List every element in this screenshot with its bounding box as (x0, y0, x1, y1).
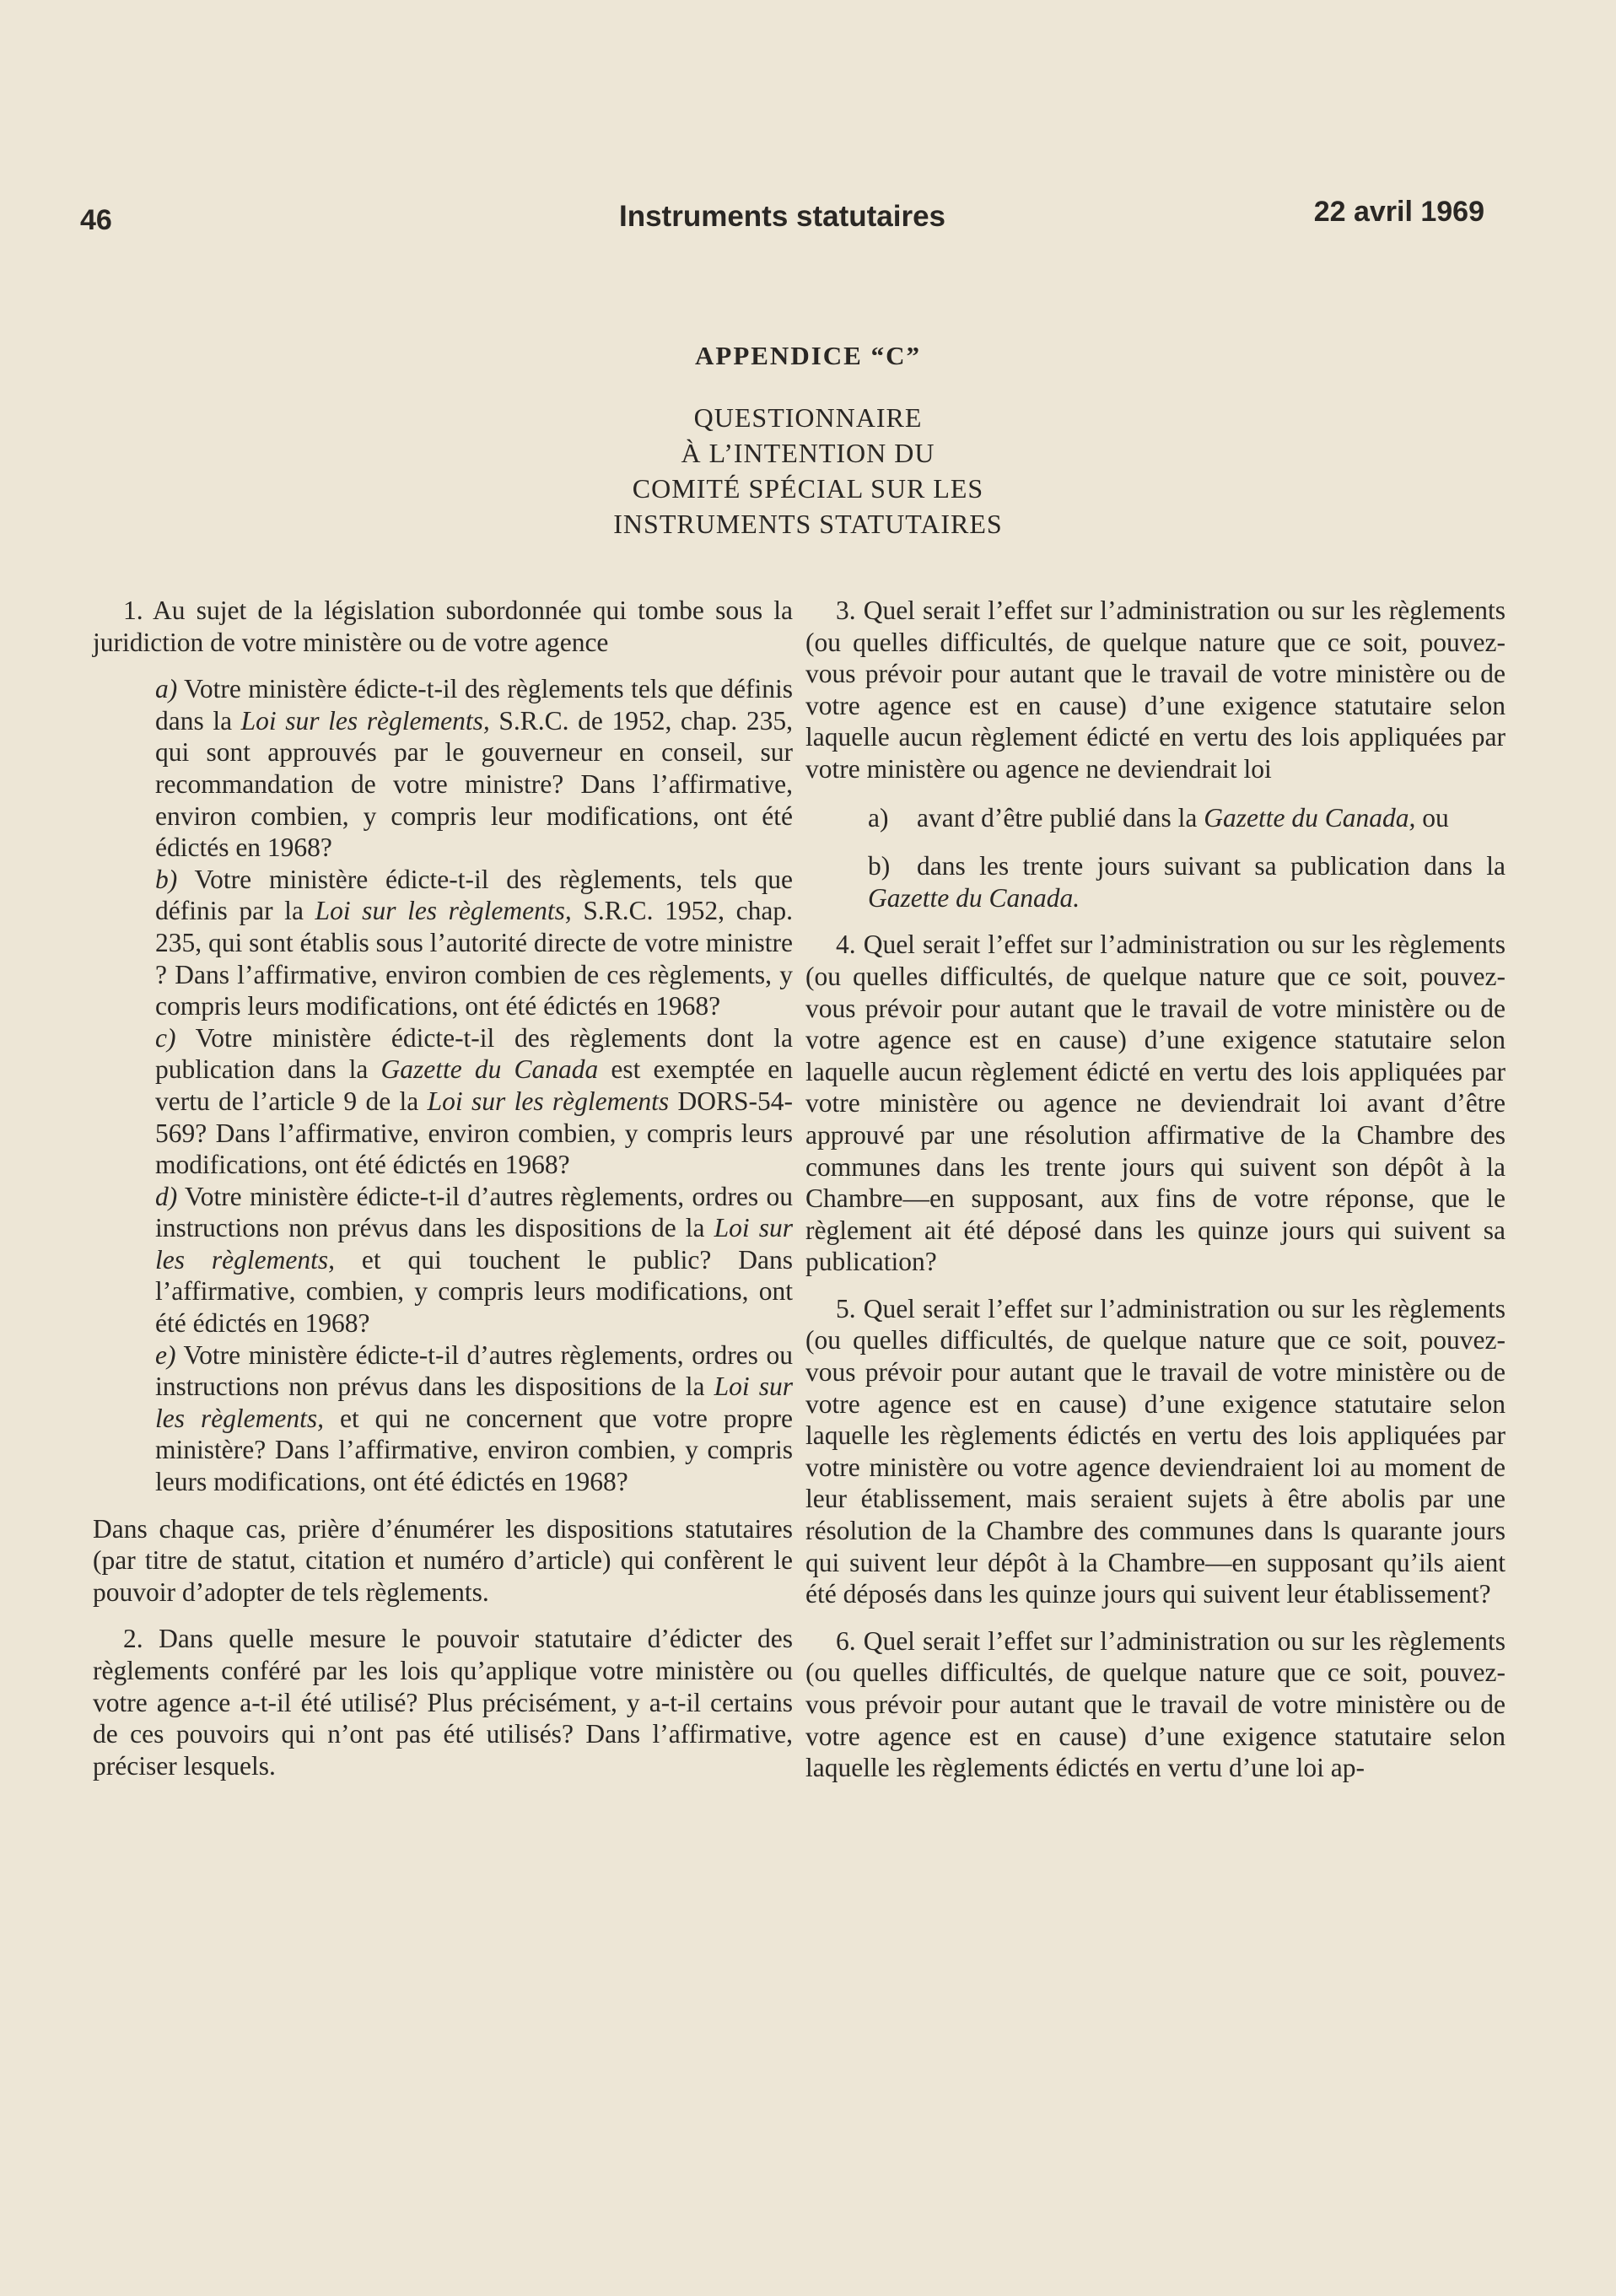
questionnaire-title (0, 400, 1616, 542)
item-label: b) (155, 864, 178, 894)
question-3a: a) avant d’être publié dans la Gazette du Canada, ou (868, 802, 1449, 833)
question-1d: d) Votre ministère édicte-t-il d’autres règlements, ordres ou instructions non prévus dans les dispositions de la Loi sur les règlements, et qui touchent le public? Dans l’affirmative, combien, y compris leurs modifications, ont été édictés en 1968? (155, 1181, 793, 1339)
law-title: Loi sur les règlements, (315, 896, 572, 926)
left-column (93, 595, 793, 1781)
question-3b: b) dans les trente jours suivant sa publication dans la Gazette du Canada. (868, 851, 1506, 913)
questionnaire-title-line: QUESTIONNAIRE (693, 402, 923, 433)
gazette-title: Gazette du Canada, (1204, 802, 1416, 833)
question-1a: a) Votre ministère édicte-t-il des règlements tels que définis dans la Loi sur les règlements, S.R.C. de 1952, chap. 235, qui sont approuvés par le gouverneur en conseil, sur recommandation de votre ministre? Dans l’affirmative, environ combien, y compris leur modifications, ont été édictés en 1968? (155, 674, 793, 863)
item-label: b) (868, 851, 891, 881)
item-label: e) (155, 1339, 176, 1370)
law-title: Loi sur les règlements, (155, 1213, 793, 1275)
right-column (805, 595, 1506, 1784)
question-5: 5. Quel serait l’effet sur l’administration ou sur les règlements (ou quelles difficultés, de quelque nature que ce soit, pouvez-vous prévoir pour autant que le travail de votre ministère ou de votre agence est en cause) d’une exigence statutaire selon laquelle les règlements édictés en vertu des lois appliquées par votre ministère ou votre agence deviendraient loi au moment de leur établissement, mais seraient sujets à être abolis par une résolution de la Chambre des communes dans ls quarante jours qui suivent leur dépôt à la Chambre—en supposant qu’ils aient été déposés dans les quinze jours qui suivent leur établissement? (805, 1293, 1506, 1609)
law-title: Loi sur les règlements (427, 1086, 670, 1116)
questionnaire-title-line: INSTRUMENTS STATUTAIRES (613, 509, 1003, 539)
questionnaire-title-line: À L’INTENTION DU (681, 438, 935, 468)
questionnaire-title-line: COMITÉ SPÉCIAL SUR LES (632, 473, 984, 504)
item-label: a) (868, 802, 889, 833)
question-1: 1. Au sujet de la législation subordonnée qui tombe sous la juridiction de votre ministère ou de votre agence (93, 596, 793, 657)
page-number: 46 (80, 204, 112, 236)
running-title: Instruments statutaires (618, 200, 946, 233)
law-title: Loi sur les règlements, (155, 1372, 793, 1433)
gazette-title: Gazette du Canada. (868, 882, 1080, 913)
item-label: d) (155, 1181, 178, 1211)
gazette-title: Gazette du Canada (380, 1054, 599, 1085)
question-6: 6. Quel serait l’effet sur l’administration ou sur les règlements (ou quelles difficultés, de quelque nature que ce soit, pouvez-vous prévoir pour autant que le travail de votre ministère ou de votre agence est en cause) d’une exigence statutaire selon laquelle les règlements édictés en vertu d’une loi ap- (805, 1625, 1506, 1783)
question-1e: e) Votre ministère édicte-t-il d’autres règlements, ordres ou instructions non prévus dans les dispositions de la Loi sur les règlements, et qui ne concernent que votre propre ministère? Dans l’affirmative, environ combien, y compris leurs modifications, ont été édictés en 1968? (155, 1339, 793, 1497)
question-3: 3. Quel serait l’effet sur l’administration ou sur les règlements (ou quelles difficultés, de quelque nature que ce soit, pouvez-vous prévoir pour autant que le travail de votre ministère ou de votre agence est en cause) d’une exigence statutaire selon laquelle aucun règlement édicté en vertu des lois appliquées par votre ministère ou agence ne deviendrait loi (805, 596, 1506, 784)
instruction-paragraph: Dans chaque cas, prière d’énumérer les dispositions statutaires (par titre de statut, citation et numéro d’article) qui confèrent le pouvoir d’adopter de tels règlements. (93, 1513, 793, 1607)
question-4: 4. Quel serait l’effet sur l’administration ou sur les règlements (ou quelles difficultés, de quelque nature que ce soit, pouvez-vous prévoir pour autant que le travail de votre ministère ou de votre agence est en cause) d’une exigence statutaire selon laquelle aucun règlement édicté en vertu des lois appliquées par votre ministère ou agence ne deviendrait loi avant d’être approuvé par une résolution affirmative de la Chambre des communes dans les trente jours qui suivent son dépôt à la Chambre—en supposant, aux fins de votre réponse, que le règlement ait été déposé dans les quinze jours qui suivent sa publication? (805, 930, 1506, 1277)
question-1c: c) Votre ministère édicte-t-il des règlements dont la publication dans la Gazette du Canada est exemptée en vertu de l’article 9 de la Loi sur les règlements DORS-54-569? Dans l’affirmative, environ combien, y compris leurs modifications, ont été édictés en 1968? (155, 1022, 794, 1180)
law-title: Loi sur les règlements, (240, 705, 490, 736)
running-header (80, 196, 1484, 238)
question-2: 2. Dans quelle mesure le pouvoir statutaire d’édicter des règlements conféré par les lois qu’applique votre ministère ou votre agence a-t-il été utilisé? Plus précisément, y a-t-il certains de ces pouvoirs qui n’ont pas été utilisés? Dans l’affirmative, préciser lesquels. (93, 1624, 793, 1781)
item-label: c) (155, 1022, 176, 1053)
appendix-title: APPENDICE “C” (695, 341, 921, 370)
header-date: 22 avril 1969 (1313, 196, 1484, 228)
question-1b: b) Votre ministère édicte-t-il des règlements, tels que définis par la Loi sur les règlements, S.R.C. 1952, chap. 235, qui sont établis sous l’autorité directe de votre ministre ? Dans l’affirmative, environ combien de ces règlements, y compris leurs modifications, ont été édictés en 1968? (155, 864, 793, 1021)
item-label: a) (155, 674, 178, 704)
